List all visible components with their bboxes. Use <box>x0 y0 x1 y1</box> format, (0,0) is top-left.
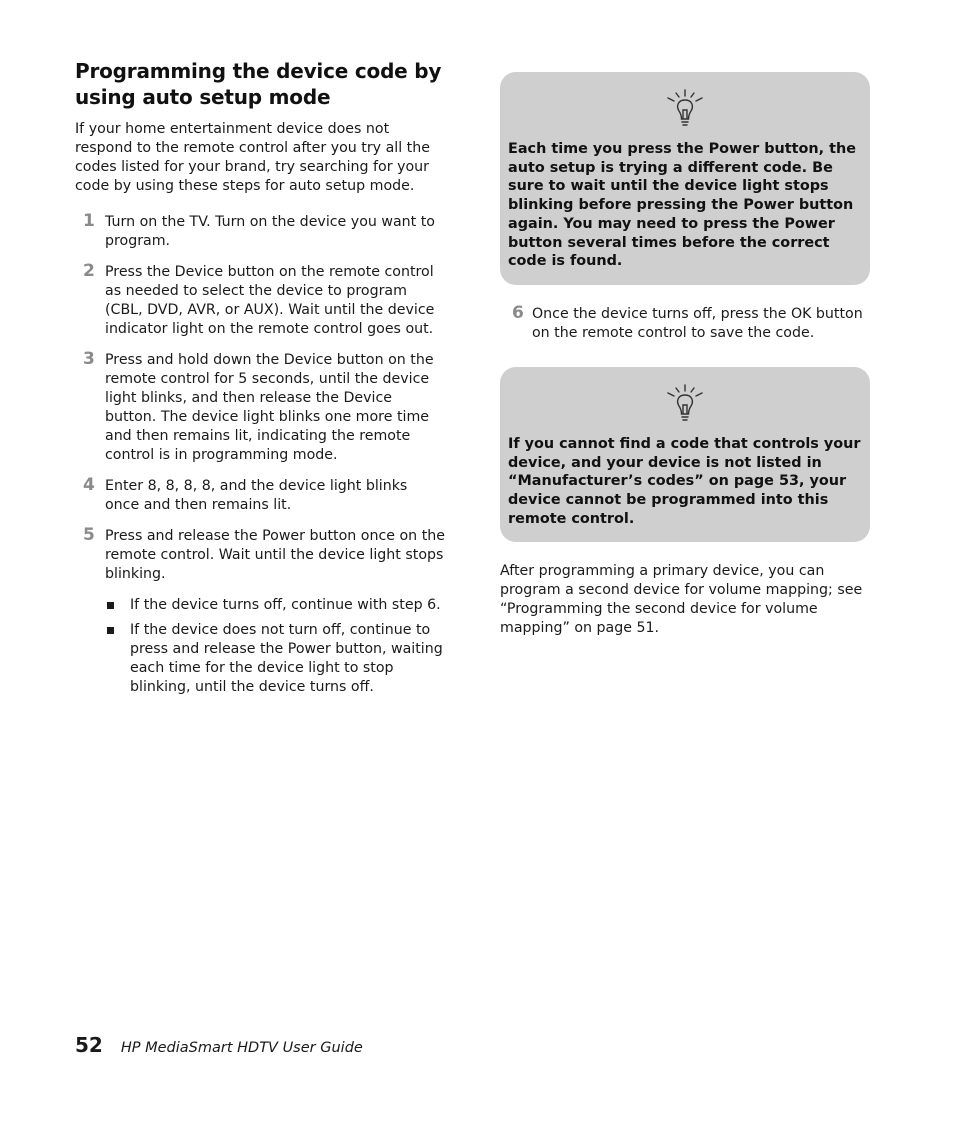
step-text: Turn on the TV. Turn on the device you want to program. <box>105 214 435 249</box>
page-number: 52 <box>75 1033 103 1057</box>
step-text: Press and release the Power button once on the remote control. Wait until the device light stops blinking. <box>105 528 445 582</box>
step-2 <box>75 263 445 339</box>
step-4 <box>75 477 445 515</box>
step-6 <box>500 302 870 343</box>
tip-box-2 <box>500 367 870 543</box>
right-column <box>500 72 870 638</box>
square-bullet-icon <box>107 627 114 634</box>
left-column <box>75 58 445 703</box>
step-text: Press and hold down the Device button on the remote control for 5 seconds, until the device light blinks, and then release the Device button. The device light blinks one more time and then remains lit, indicating the remote control is in programming mode. <box>105 352 434 463</box>
tip-text: Each time you press the Power button, the auto setup is trying a different code. Be sure to wait until the device light stops blinking before pressing the Power button again. You may need to press the Power button several times before the correct code is found. <box>508 141 857 270</box>
page-footer <box>75 1033 363 1057</box>
step-text: Press the Device button on the remote control as needed to select the device to program (CBL, DVD, AVR, or AUX). Wait until the device indicator light on the remote control goes out. <box>105 264 435 337</box>
guide-title: HP MediaSmart HDTV User Guide <box>120 1040 363 1056</box>
page-heading: Programming the device code by using auto setup mode <box>75 59 442 109</box>
bullet-item <box>105 621 445 697</box>
tip-box-1 <box>500 72 870 285</box>
step-text: Once the device turns off, press the OK button on the remote control to save the code. <box>532 305 863 341</box>
step-3 <box>75 351 445 465</box>
step-5 <box>75 527 445 584</box>
step-number: 3 <box>83 349 95 369</box>
tip-text: If you cannot find a code that controls your device, and your device is not listed in “Manufacturer’s codes” on page 53, your device cannot be programmed into this remote control. <box>508 435 861 527</box>
step-number: 2 <box>83 261 95 281</box>
bullet-list <box>75 596 445 697</box>
step-number: 5 <box>83 525 95 545</box>
bullet-item <box>105 596 445 615</box>
square-bullet-icon <box>107 602 114 609</box>
step-number: 4 <box>83 475 95 495</box>
bullet-text: If the device does not turn off, continue to press and release the Power button, waiting each time for the device light to stop blinking, until the device turns off. <box>130 622 443 695</box>
closing-paragraph: After programming a primary device, you can program a second device for volume mapping; see “Programming the second device for volume mapping” on page 51. <box>500 563 863 637</box>
step-number: 6 <box>512 302 524 323</box>
lightbulb-icon <box>663 88 707 132</box>
step-1 <box>75 213 445 251</box>
step-text: Enter 8, 8, 8, 8, and the device light blinks once and then remains lit. <box>105 478 408 513</box>
bullet-text: If the device turns off, continue with step 6. <box>130 597 441 613</box>
step-number: 1 <box>83 211 95 231</box>
lightbulb-icon <box>663 383 707 427</box>
intro-paragraph: If your home entertainment device does not respond to the remote control after you try all the codes listed for your brand, try searching for your code by using these steps for auto setup mode. <box>75 121 430 194</box>
